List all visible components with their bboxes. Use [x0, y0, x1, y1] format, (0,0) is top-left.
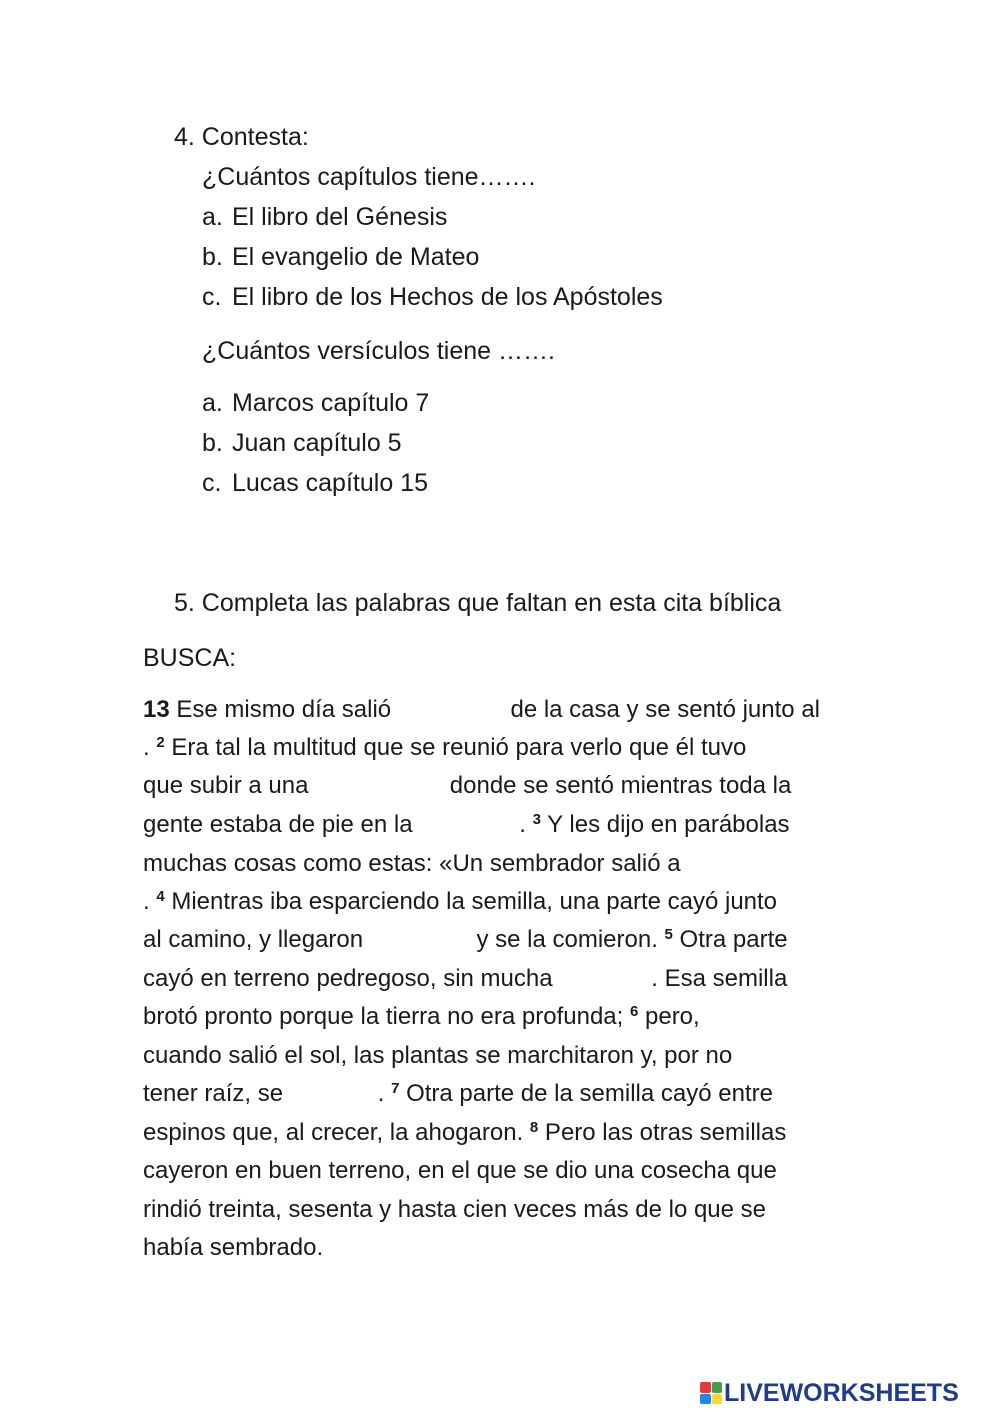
passage-text: muchas cosas como estas: «Un sembrador salió a — [143, 850, 681, 877]
chapters-option-b — [202, 242, 479, 272]
option-text: Marcos capítulo 7 — [232, 389, 430, 417]
verse-number: 7 — [391, 1080, 400, 1097]
passage-text: gente estaba de pie en la — [143, 811, 420, 838]
passage-line-5 — [143, 849, 863, 879]
passage-line-2 — [143, 733, 863, 763]
passage-text: al camino, y llegaron — [143, 926, 370, 953]
option-letter: a. — [202, 389, 223, 417]
passage-line-8 — [143, 964, 863, 994]
passage-text: Otra parte — [672, 926, 788, 953]
passage-text: tener raíz, se — [143, 1080, 290, 1107]
passage-text: espinos que, al crecer, la ahogaron. — [143, 1119, 530, 1146]
passage-line-11 — [143, 1079, 863, 1109]
passage-line-7 — [143, 925, 863, 955]
passage-text: cayó en terreno pedregoso, sin mucha — [143, 965, 560, 992]
option-letter: b. — [202, 429, 223, 457]
passage-text: pero, — [638, 1003, 700, 1030]
option-text: Lucas capítulo 15 — [232, 469, 428, 497]
passage-line-12 — [143, 1118, 863, 1148]
verse-number: 5 — [664, 926, 673, 943]
question-5-title: 5. Completa las palabras que faltan en esta cita bíblica — [174, 589, 782, 617]
passage-text: de la casa y se sentó junto al — [503, 696, 820, 723]
passage-text: Y les dijo en parábolas — [540, 811, 790, 838]
verses-option-a — [202, 388, 429, 418]
logo-text: LIVEWORKSHEETS — [724, 1378, 959, 1407]
passage-text: . — [377, 1080, 392, 1107]
verses-option-c — [202, 468, 428, 498]
passage-line-15 — [143, 1233, 863, 1263]
passage-text: rindió treinta, sesenta y hasta cien veces más de lo que se — [143, 1196, 767, 1223]
passage-text: Ese mismo día salió — [169, 696, 398, 723]
chapters-option-c — [202, 282, 663, 312]
passage-text: . — [143, 734, 157, 761]
verse-number: 3 — [532, 811, 541, 828]
passage-line-4 — [143, 810, 863, 840]
option-letter: c. — [202, 283, 222, 311]
option-letter: b. — [202, 243, 223, 271]
busca-label: BUSCA: — [143, 644, 237, 672]
chapters-option-a — [202, 202, 447, 232]
passage-line-9 — [143, 1002, 863, 1032]
passage-text: y se la comieron. — [469, 926, 665, 953]
passage-text: que subir a una — [143, 772, 316, 799]
passage-text: Era tal la multitud que se reunió para verlo que él tuvo — [164, 734, 747, 761]
verse-number: 4 — [156, 888, 165, 905]
passage-line-6 — [143, 887, 863, 917]
answer-blank-1[interactable] — [398, 698, 504, 720]
answer-blank-6[interactable] — [290, 1082, 378, 1104]
passage-text: había sembrado. — [143, 1234, 324, 1261]
answer-blank-3[interactable] — [419, 813, 519, 835]
passage-text: . — [519, 811, 533, 838]
passage-line-10 — [143, 1041, 863, 1071]
passage-line-1 — [143, 695, 863, 725]
answer-blank-5[interactable] — [559, 967, 651, 989]
verses-question: ¿Cuántos versículos tiene ……. — [202, 337, 555, 365]
option-letter: c. — [202, 469, 222, 497]
passage-text: . — [143, 888, 157, 915]
passage-text: Otra parte de la semilla cayó entre — [399, 1080, 773, 1107]
verse-number: 6 — [629, 1003, 639, 1020]
passage-text: donde se sentó mientras toda la — [443, 772, 792, 799]
answer-blank-4[interactable] — [370, 928, 470, 950]
logo-square-blue — [700, 1394, 711, 1405]
option-text: Juan capítulo 5 — [232, 429, 402, 457]
option-text: El evangelio de Mateo — [232, 243, 480, 271]
logo-square-yellow — [712, 1394, 723, 1405]
liveworksheets-logo — [700, 1378, 959, 1408]
passage-line-13 — [143, 1156, 863, 1186]
option-text: El libro del Génesis — [232, 203, 448, 231]
passage-line-3 — [143, 771, 863, 801]
passage-text: cuando salió el sol, las plantas se marchitaron y, por no — [143, 1042, 733, 1069]
chapters-question: ¿Cuántos capítulos tiene……. — [202, 163, 536, 191]
passage-text: Mientras iba esparciendo la semilla, una parte cayó junto — [164, 888, 778, 915]
option-text: El libro de los Hechos de los Apóstoles — [232, 283, 663, 311]
passage-text: Pero las otras semillas — [538, 1119, 787, 1146]
chapter-number: 13 — [143, 696, 170, 723]
passage-text: cayeron en buen terreno, en el que se dio una cosecha que — [143, 1157, 777, 1184]
liveworksheets-logo-icon — [700, 1382, 722, 1404]
logo-square-green — [712, 1382, 723, 1393]
answer-blank-2[interactable] — [315, 774, 443, 796]
passage-line-14 — [143, 1195, 863, 1225]
passage-text: brotó pronto porque la tierra no era profunda; — [143, 1003, 630, 1030]
question-4-title: 4. Contesta: — [174, 123, 309, 151]
verses-option-b — [202, 428, 402, 458]
option-letter: a. — [202, 203, 223, 231]
verse-number: 2 — [156, 734, 165, 751]
logo-square-red — [700, 1382, 711, 1393]
passage-text: . Esa semilla — [651, 965, 788, 992]
verse-number: 8 — [529, 1119, 539, 1136]
